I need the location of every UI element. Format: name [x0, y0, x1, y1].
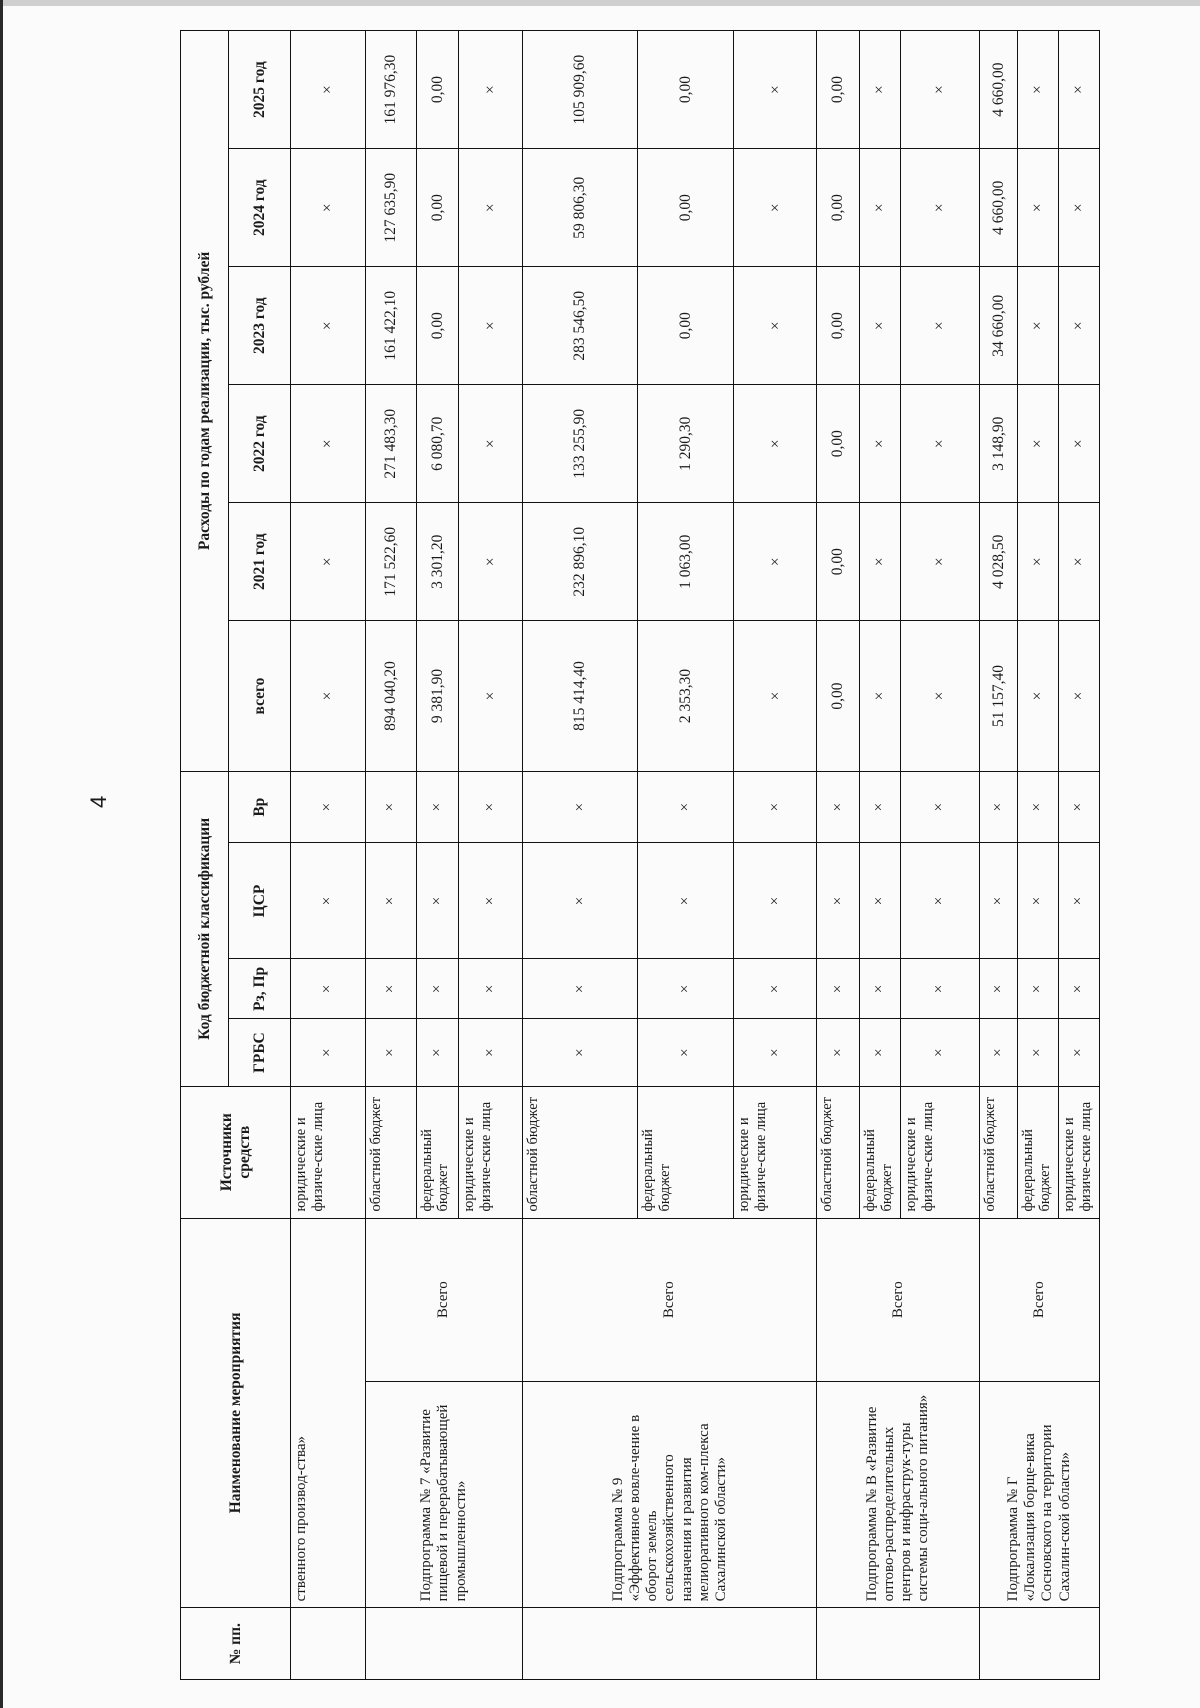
value-cell: ×: [365, 1019, 416, 1086]
value-cell: ×: [734, 1019, 817, 1086]
value-cell: 0,00: [817, 31, 860, 149]
value-cell: ×: [459, 149, 523, 267]
value-cell: 4 028,50: [979, 503, 1017, 621]
value-cell: ×: [523, 771, 638, 843]
value-cell: ×: [734, 267, 817, 385]
value-cell: ×: [638, 959, 734, 1019]
value-cell: ×: [900, 267, 979, 385]
header-2025: 2025 год: [229, 31, 291, 149]
activity-name-cell: ственного производ-ства»: [291, 1218, 366, 1608]
source-cell: юридические и физиче-ские лица: [900, 1086, 979, 1218]
value-cell: 0,00: [638, 267, 734, 385]
header-code-group: Код бюджетной классификации: [181, 771, 229, 1086]
value-cell: 9 381,90: [416, 621, 459, 772]
value-cell: ×: [900, 385, 979, 503]
value-cell: ×: [860, 843, 901, 959]
value-cell: ×: [734, 503, 817, 621]
value-cell: ×: [459, 385, 523, 503]
value-cell: ×: [416, 843, 459, 959]
value-cell: ×: [638, 771, 734, 843]
value-cell: ×: [1018, 385, 1059, 503]
value-cell: 0,00: [416, 267, 459, 385]
value-cell: 161 976,30: [365, 31, 416, 149]
value-cell: ×: [734, 959, 817, 1019]
value-cell: ×: [1018, 149, 1059, 267]
value-cell: 271 483,30: [365, 385, 416, 503]
header-num: № пп.: [181, 1608, 291, 1680]
value-cell: ×: [1018, 267, 1059, 385]
value-cell: 59 806,30: [523, 149, 638, 267]
value-cell: 1 290,30: [638, 385, 734, 503]
value-cell: ×: [1059, 621, 1100, 772]
source-cell: юридические и физиче-ские лица: [459, 1086, 523, 1218]
value-cell: ×: [900, 959, 979, 1019]
value-cell: ×: [291, 503, 366, 621]
value-cell: 815 414,40: [523, 621, 638, 772]
value-cell: 283 546,50: [523, 267, 638, 385]
value-cell: ×: [459, 621, 523, 772]
value-cell: 133 255,90: [523, 385, 638, 503]
value-cell: ×: [1018, 503, 1059, 621]
total-label-cell: Всего: [979, 1218, 1099, 1381]
value-cell: ×: [860, 385, 901, 503]
value-cell: ×: [459, 843, 523, 959]
value-cell: ×: [291, 1019, 366, 1086]
table-row: [291, 31, 366, 1680]
value-cell: ×: [1059, 385, 1100, 503]
header-2024: 2024 год: [229, 149, 291, 267]
value-cell: ×: [291, 31, 366, 149]
value-cell: ×: [1018, 31, 1059, 149]
value-cell: ×: [1018, 843, 1059, 959]
value-cell: ×: [291, 771, 366, 843]
value-cell: ×: [523, 843, 638, 959]
value-cell: ×: [860, 1019, 901, 1086]
source-cell: областной бюджет: [817, 1086, 860, 1218]
value-cell: ×: [734, 31, 817, 149]
value-cell: ×: [365, 959, 416, 1019]
source-cell: юридические и физиче-ские лица: [291, 1086, 366, 1218]
source-cell: федеральный бюджет: [416, 1086, 459, 1218]
value-cell: ×: [523, 1019, 638, 1086]
total-label-cell: Всего: [365, 1218, 523, 1381]
value-cell: 3 148,90: [979, 385, 1017, 503]
value-cell: ×: [1018, 959, 1059, 1019]
value-cell: ×: [1018, 621, 1059, 772]
header-total: всего: [229, 621, 291, 772]
value-cell: ×: [734, 843, 817, 959]
source-cell: федеральный бюджет: [860, 1086, 901, 1218]
value-cell: ×: [638, 1019, 734, 1086]
header-2023: 2023 год: [229, 267, 291, 385]
header-rzpr: Рз, Пр: [229, 959, 291, 1019]
value-cell: ×: [979, 843, 1017, 959]
value-cell: ×: [1059, 771, 1100, 843]
value-cell: 0,00: [817, 621, 860, 772]
value-cell: 0,00: [638, 31, 734, 149]
value-cell: ×: [734, 621, 817, 772]
value-cell: ×: [900, 503, 979, 621]
value-cell: ×: [365, 843, 416, 959]
header-csr: ЦСР: [229, 843, 291, 959]
value-cell: ×: [459, 1019, 523, 1086]
value-cell: ×: [1059, 503, 1100, 621]
value-cell: ×: [291, 385, 366, 503]
table-row: [365, 31, 416, 1680]
source-cell: областной бюджет: [979, 1086, 1017, 1218]
value-cell: 4 660,00: [979, 149, 1017, 267]
value-cell: ×: [1059, 31, 1100, 149]
value-cell: ×: [416, 1019, 459, 1086]
activity-name-cell: Подпрограмма № Г «Локализация борще-вика Сосновского на территории Сахалин-ской области»: [979, 1381, 1099, 1608]
value-cell: ×: [979, 771, 1017, 843]
row-number-cell: [365, 1608, 523, 1680]
value-cell: ×: [860, 503, 901, 621]
value-cell: 1 063,00: [638, 503, 734, 621]
value-cell: ×: [900, 843, 979, 959]
value-cell: ×: [416, 959, 459, 1019]
value-cell: 34 660,00: [979, 267, 1017, 385]
value-cell: 0,00: [817, 385, 860, 503]
value-cell: ×: [900, 771, 979, 843]
value-cell: ×: [291, 149, 366, 267]
value-cell: ×: [860, 621, 901, 772]
value-cell: ×: [459, 503, 523, 621]
header-2021: 2021 год: [229, 503, 291, 621]
value-cell: ×: [1059, 267, 1100, 385]
value-cell: ×: [734, 149, 817, 267]
value-cell: ×: [523, 959, 638, 1019]
value-cell: ×: [1059, 149, 1100, 267]
table-row: [979, 31, 1017, 1680]
value-cell: ×: [1018, 771, 1059, 843]
value-cell: 0,00: [638, 149, 734, 267]
value-cell: 51 157,40: [979, 621, 1017, 772]
value-cell: ×: [817, 959, 860, 1019]
table-row: [523, 31, 638, 1680]
table-row: [817, 31, 860, 1680]
value-cell: ×: [900, 621, 979, 772]
value-cell: 0,00: [817, 267, 860, 385]
value-cell: 0,00: [817, 149, 860, 267]
value-cell: ×: [860, 959, 901, 1019]
scan-edge-left: [0, 0, 3, 1708]
total-label-cell: Всего: [523, 1218, 817, 1381]
value-cell: ×: [459, 771, 523, 843]
header-name: Наименование мероприятия: [181, 1218, 291, 1608]
value-cell: ×: [459, 959, 523, 1019]
value-cell: 0,00: [416, 31, 459, 149]
activity-name-cell: Подпрограмма № В «Развитие оптово-распределительных центров и инфраструк-туры системы соци-ального питания»: [817, 1381, 979, 1608]
value-cell: 0,00: [416, 149, 459, 267]
value-cell: ×: [416, 771, 459, 843]
budget-table: [180, 30, 1100, 1680]
value-cell: 161 422,10: [365, 267, 416, 385]
value-cell: 4 660,00: [979, 31, 1017, 149]
value-cell: ×: [291, 959, 366, 1019]
page-number: 4: [86, 795, 111, 808]
header-source: Источники средств: [181, 1086, 291, 1218]
value-cell: ×: [817, 1019, 860, 1086]
value-cell: 3 301,20: [416, 503, 459, 621]
value-cell: ×: [900, 149, 979, 267]
activity-name-cell: Подпрограмма № 9 «Эффективное вовле-чение в оборот земель сельскохозяйственного назначения и развития мелиоративного ком-плекса Сахалинской области»: [523, 1381, 817, 1608]
header-grbs: ГРБС: [229, 1019, 291, 1086]
value-cell: ×: [817, 771, 860, 843]
value-cell: 171 522,60: [365, 503, 416, 621]
header-vr: Вр: [229, 771, 291, 843]
source-cell: федеральный бюджет: [638, 1086, 734, 1218]
value-cell: ×: [1059, 1019, 1100, 1086]
row-number-cell: [291, 1608, 366, 1680]
value-cell: ×: [900, 31, 979, 149]
source-cell: юридические и физиче-ские лица: [734, 1086, 817, 1218]
value-cell: 105 909,60: [523, 31, 638, 149]
value-cell: ×: [860, 31, 901, 149]
row-number-cell: [523, 1608, 817, 1680]
value-cell: ×: [860, 267, 901, 385]
table-body: [291, 31, 1100, 1680]
value-cell: ×: [1059, 959, 1100, 1019]
source-cell: юридические и физиче-ские лица: [1059, 1086, 1100, 1218]
value-cell: ×: [900, 1019, 979, 1086]
value-cell: ×: [459, 31, 523, 149]
row-number-cell: [979, 1608, 1099, 1680]
source-cell: федеральный бюджет: [1018, 1086, 1059, 1218]
rotated-table-wrapper: [180, 30, 1100, 1680]
value-cell: ×: [1018, 1019, 1059, 1086]
value-cell: 127 635,90: [365, 149, 416, 267]
value-cell: ×: [734, 771, 817, 843]
row-number-cell: [817, 1608, 979, 1680]
value-cell: 894 040,20: [365, 621, 416, 772]
value-cell: 0,00: [817, 503, 860, 621]
source-cell: областной бюджет: [365, 1086, 416, 1218]
header-2022: 2022 год: [229, 385, 291, 503]
activity-name-cell: Подпрограмма № 7 «Развитие пищевой и перерабатывающей промышленности»: [365, 1381, 523, 1608]
value-cell: ×: [291, 267, 366, 385]
value-cell: ×: [459, 267, 523, 385]
header-expenses-group: Расходы по годам реализации, тыс. рублей: [181, 31, 229, 772]
value-cell: ×: [979, 959, 1017, 1019]
value-cell: 232 896,10: [523, 503, 638, 621]
value-cell: ×: [291, 843, 366, 959]
value-cell: 2 353,30: [638, 621, 734, 772]
header-row-1: [181, 31, 229, 1680]
total-label-cell: Всего: [817, 1218, 979, 1381]
value-cell: 6 080,70: [416, 385, 459, 503]
value-cell: ×: [979, 1019, 1017, 1086]
value-cell: ×: [817, 843, 860, 959]
value-cell: ×: [1059, 843, 1100, 959]
value-cell: ×: [734, 385, 817, 503]
source-cell: областной бюджет: [523, 1086, 638, 1218]
value-cell: ×: [860, 149, 901, 267]
value-cell: ×: [860, 771, 901, 843]
value-cell: ×: [638, 843, 734, 959]
scan-edge-top: [0, 0, 1200, 6]
value-cell: ×: [365, 771, 416, 843]
value-cell: ×: [291, 621, 366, 772]
